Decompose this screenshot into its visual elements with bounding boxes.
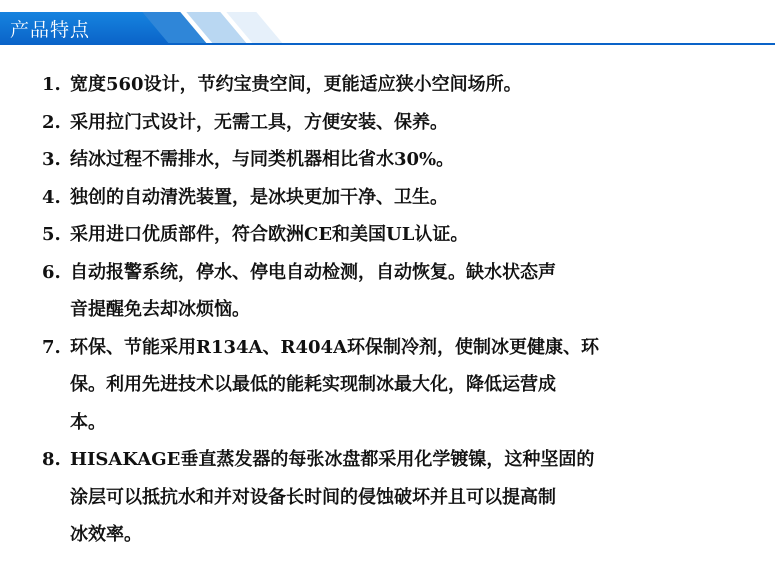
feature-line: HISAKAGE垂直蒸发器的每张冰盘都采用化学镀镍，这种坚固的	[70, 449, 595, 470]
feature-number: 2.	[42, 111, 61, 133]
feature-text	[70, 104, 692, 142]
feature-item	[0, 329, 775, 442]
feature-line: 宽度560设计，节约宝贵空间，更能适应狭小空间场所。	[70, 74, 522, 95]
feature-text	[70, 216, 692, 254]
section-header	[0, 0, 775, 46]
feature-text	[70, 141, 692, 179]
feature-number: 4.	[42, 186, 61, 208]
feature-item	[0, 216, 775, 254]
section-title: 产品特点	[10, 19, 91, 41]
feature-list	[0, 66, 775, 554]
feature-text	[70, 254, 692, 329]
feature-text	[70, 66, 692, 104]
feature-line: 保。利用先进技术以最低的能耗实现制冰最大化，降低运营成	[70, 374, 556, 395]
feature-item	[0, 66, 775, 104]
feature-line: 采用进口优质部件，符合欧洲CE和美国UL认证。	[70, 224, 469, 245]
feature-number: 3.	[42, 149, 61, 170]
feature-line: 环保、节能采用R134A、R404A环保制冷剂，使制冰更健康、环	[70, 336, 599, 358]
feature-line: 结冰过程不需排水，与同类机器相比省水30%。	[70, 149, 455, 170]
feature-text	[70, 329, 692, 442]
feature-line: 冰效率。	[70, 524, 142, 545]
feature-number: 7.	[42, 336, 61, 358]
feature-item	[0, 179, 775, 217]
feature-line: 音提醒免去却冰烦恼。	[70, 299, 250, 320]
feature-line: 独创的自动清洗装置，是冰块更加干净、卫生。	[70, 186, 448, 208]
feature-number: 8.	[42, 449, 61, 470]
feature-number: 6.	[42, 261, 61, 283]
feature-line: 采用拉门式设计，无需工具，方便安装、保养。	[70, 111, 448, 133]
feature-item	[0, 441, 775, 554]
feature-item	[0, 104, 775, 142]
feature-item	[0, 254, 775, 329]
feature-line: 涂层可以抵抗水和并对设备长时间的侵蚀破坏并且可以提高制	[70, 486, 556, 508]
feature-number: 1.	[42, 74, 61, 95]
header-underline	[0, 43, 775, 45]
feature-number: 5.	[42, 224, 61, 245]
feature-text	[70, 441, 692, 554]
feature-text	[70, 179, 692, 217]
feature-line: 本。	[70, 411, 106, 433]
feature-item	[0, 141, 775, 179]
feature-line: 自动报警系统，停水、停电自动检测，自动恢复。缺水状态声	[70, 261, 556, 283]
